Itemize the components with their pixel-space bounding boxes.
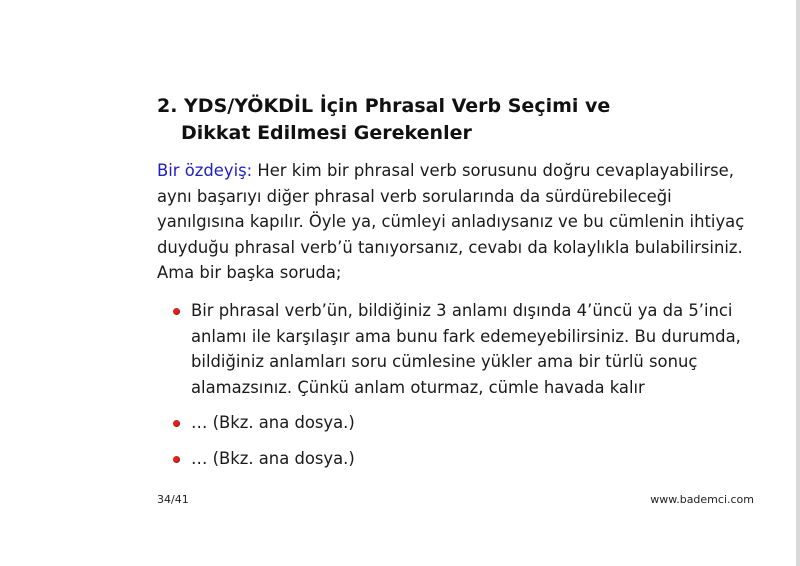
bullet-text: Bir phrasal verb’ün, bildiğiniz 3 anlamı dışında 4’üncü ya da 5’inci anlamı ile karşılaşır ama bunu fark edemeyebilirsiniz. Bu durumda, bildiğiniz anlamları soru cümlesine yükler ama bir türlü sonuç alamazsınız. Çünkü anlam oturmaz, cümle havada kalır xyxy=(191,301,741,397)
list-item xyxy=(157,446,757,472)
website-link[interactable]: www.bademci.com xyxy=(650,493,754,506)
intro-lead: Bir özdeyiş: xyxy=(157,161,253,180)
page-edge xyxy=(796,0,800,566)
bullet-list xyxy=(157,298,757,481)
page-number: 34/41 xyxy=(157,493,189,506)
bullet-dot-icon xyxy=(173,420,180,427)
bullet-text: … (Bkz. ana dosya.) xyxy=(191,413,355,432)
section-heading xyxy=(157,93,717,147)
list-item xyxy=(157,298,757,400)
bullet-text: … (Bkz. ana dosya.) xyxy=(191,448,355,468)
heading-line-2: Dikkat Edilmesi Gerekenler xyxy=(181,122,472,144)
heading-line-1: 2. YDS/YÖKDİL İçin Phrasal Verb Seçimi ve xyxy=(157,95,611,117)
intro-paragraph xyxy=(157,158,757,286)
intro-text: Her kim bir phrasal verb sorusunu doğru cevaplayabilirse, aynı başarıyı diğer phrasal verb sorularında da sürdürebileceği yanılgısına kapılır. Öyle ya, cümleyi anladıysanız ve bu cümlenin ihtiyaç duyduğu phrasal verb’ü tanıyorsanız, cevabı da kolaylıkla bulabilirsiniz. Ama bir başka soruda; xyxy=(157,161,745,282)
bullet-dot-icon xyxy=(173,456,180,463)
bullet-dot-icon xyxy=(173,308,180,315)
list-item xyxy=(157,410,757,436)
